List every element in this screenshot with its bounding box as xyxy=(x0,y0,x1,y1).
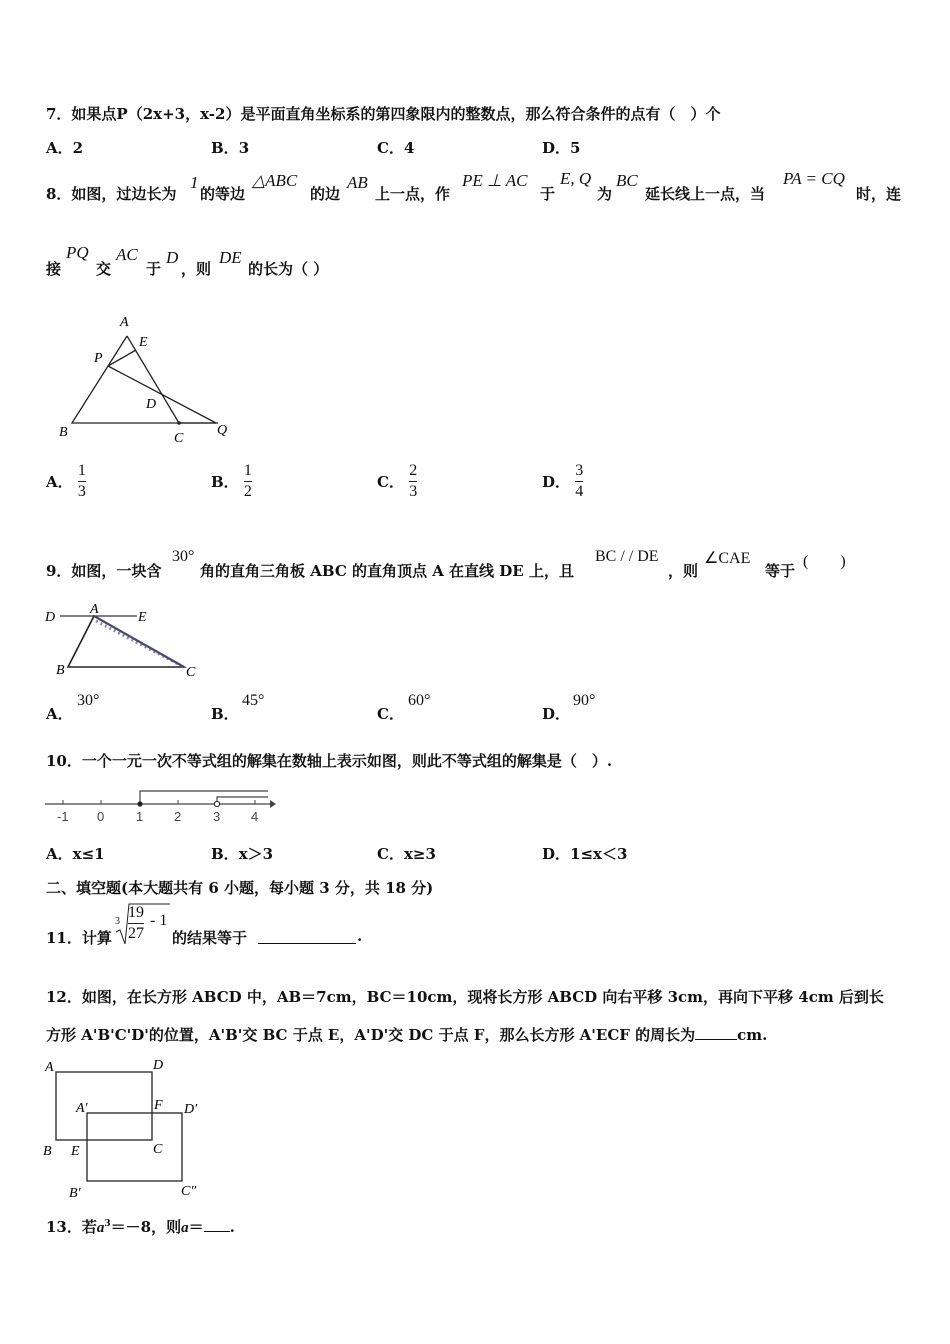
q8-text-p5: 于 xyxy=(540,185,556,203)
q9-math-cae: ∠CAE xyxy=(704,550,751,567)
q9-option-a-letter: A． xyxy=(46,705,73,723)
q8-option-c-num: 2 xyxy=(409,462,418,479)
q12-label-e: E xyxy=(71,1144,80,1159)
q13-line xyxy=(46,1216,235,1237)
q8-math-d: D xyxy=(166,248,179,267)
q8-option-b-letter: B． xyxy=(211,473,239,491)
q8-label-p: P xyxy=(94,351,103,366)
q12-label-b1: B′ xyxy=(69,1186,81,1201)
q9-option-d-value: 90° xyxy=(573,692,596,709)
q8-option-c-fraction xyxy=(409,462,417,501)
q9-option-b-letter: B． xyxy=(211,705,239,723)
q9-option-d-letter: D． xyxy=(542,705,571,723)
q10-text: 10．一个一元一次不等式组的解集在数轴上表示如图，则此不等式组的解集是（ ）. xyxy=(46,752,613,770)
q11-text-p1: 11．计算 xyxy=(46,929,112,947)
q10-tick-label-neg1: -1 xyxy=(57,809,69,824)
q10-option-d xyxy=(542,843,627,864)
q7-option-c-letter: C． xyxy=(377,139,404,157)
q9-text-p1: 9．如图，一块含 xyxy=(46,562,162,580)
q8-text-p1: 8．如图，过边长为 xyxy=(46,185,177,203)
q11-end: . xyxy=(357,927,363,945)
q9-option-c-value: 60° xyxy=(408,692,431,709)
q8-option-a-num: 1 xyxy=(77,462,86,479)
q10-range-from-3 xyxy=(217,797,268,804)
q9-math-bcde: BC / / DE xyxy=(595,548,659,565)
q8-math-1: 1 xyxy=(190,173,199,192)
q12-rect-abcd xyxy=(56,1072,152,1140)
q8-text-p7: 延长线上一点，当 xyxy=(645,185,766,203)
q9-math-30: 30° xyxy=(172,548,195,565)
q8-math-de: DE xyxy=(219,248,242,267)
q8-math-pe: PE ⊥ AC xyxy=(462,171,528,190)
q13-exponent: 3 xyxy=(104,1219,111,1229)
q8-option-b-fraction xyxy=(244,462,252,501)
q7-option-c-value: 4 xyxy=(403,139,415,157)
q9-math-paren: ( ) xyxy=(803,553,846,570)
q8-label-a: A xyxy=(120,315,129,330)
q8-math-abc: △ABC xyxy=(252,171,298,190)
q9-text-p3: ，则 xyxy=(668,562,699,580)
q9-option-a-value: 30° xyxy=(77,692,100,709)
q8-option-d-bar xyxy=(575,481,583,482)
q8-option-c-letter: C． xyxy=(377,473,404,491)
q8-option-a xyxy=(46,462,86,501)
q8-option-d xyxy=(542,462,583,501)
q12-label-d: D xyxy=(153,1058,164,1073)
q8-option-c xyxy=(377,462,417,501)
q8-option-a-letter: A． xyxy=(46,473,73,491)
q10-option-a-value: x≤1 xyxy=(72,845,105,863)
q11-num: 19 xyxy=(128,904,144,921)
q11-fraction-bar xyxy=(128,923,144,924)
q8-text-p11: 于 xyxy=(146,260,162,278)
q9-label-a: A xyxy=(90,602,99,617)
q9-figure xyxy=(44,600,214,682)
q10-option-d-letter: D． xyxy=(542,845,571,863)
q10-open-dot xyxy=(214,801,219,806)
q13-var-a2: a xyxy=(181,1220,189,1236)
q9-text-p4: 等于 xyxy=(765,562,796,580)
q8-text-p12: ，则 xyxy=(181,260,212,278)
q9-option-c-letter: C． xyxy=(377,705,404,723)
q8-text-p10: 交 xyxy=(96,260,112,278)
q12-line2-unit: cm. xyxy=(737,1026,768,1044)
q10-axis-arrow xyxy=(270,800,276,808)
q7-option-d-letter: D． xyxy=(542,139,571,157)
q8-text-p3: 的边 xyxy=(310,185,341,203)
q7-option-a-value: 2 xyxy=(72,139,84,157)
q10-tick-label-2: 2 xyxy=(174,809,182,824)
q9-label-b: B xyxy=(56,663,65,678)
q7-option-d-value: 5 xyxy=(570,139,581,157)
q9-text-p2: 角的直角三角板 ABC 的直角顶点 A 在直线 DE 上，且 xyxy=(200,562,574,580)
q8-text-p8: 时，连 xyxy=(856,185,902,203)
q8-math-ab: AB xyxy=(347,173,368,192)
q8-text-p13: 的长为（ ） xyxy=(248,260,329,278)
q11-root-index: 3 xyxy=(115,916,120,927)
q7-text: 7．如果点P（2x+3，x-2）是平面直角坐标系的第四象限内的整数点，那么符合条件的点有（ ）个 xyxy=(46,105,721,123)
q12-answer-blank[interactable] xyxy=(695,1025,737,1040)
q8-option-b-den: 2 xyxy=(243,483,252,500)
q11-fraction xyxy=(128,904,144,943)
q12-label-d1: D′ xyxy=(184,1102,198,1117)
q8-math-pacq: PA = CQ xyxy=(783,169,845,188)
q10-option-c xyxy=(377,843,436,864)
q10-option-b-letter: B． xyxy=(211,845,239,863)
q8-math-bc: BC xyxy=(616,171,638,190)
q7-option-c xyxy=(377,137,414,158)
q10-option-b xyxy=(211,843,273,864)
q8-text-p9: 接 xyxy=(46,260,62,278)
q13-end: . xyxy=(229,1218,235,1236)
q10-option-d-value: 1≤x＜3 xyxy=(570,845,628,863)
q10-tick-label-1: 1 xyxy=(136,809,144,824)
q7-option-b-letter: B． xyxy=(211,139,239,157)
q8-option-c-den: 3 xyxy=(409,483,418,500)
q7-option-a-letter: A． xyxy=(46,139,73,157)
q8-label-c: C xyxy=(174,431,184,446)
q13-text-p3: ＝ xyxy=(188,1218,204,1236)
q8-option-d-den: 4 xyxy=(575,483,584,500)
q8-math-eq: E, Q xyxy=(560,169,592,188)
q11-answer-blank[interactable] xyxy=(258,927,356,944)
q13-text-p2: ＝－8，则 xyxy=(110,1218,182,1236)
q8-option-d-num: 3 xyxy=(575,462,584,479)
q8-point-c xyxy=(177,421,181,425)
q10-tick-label-0: 0 xyxy=(97,809,105,824)
q12-label-a: A xyxy=(45,1060,54,1075)
q8-option-b xyxy=(211,462,252,501)
q10-tick-label-3: 3 xyxy=(213,809,221,824)
section-2-title: 二、填空题(本大题共有 6 小题，每小题 3 分，共 18 分) xyxy=(46,879,434,897)
q11-den: 27 xyxy=(128,925,144,942)
q9-label-d: D xyxy=(45,610,56,625)
q7-option-d xyxy=(542,137,580,158)
q8-text-p2: 的等边 xyxy=(200,185,246,203)
q8-label-e: E xyxy=(139,335,148,350)
q8-segment-pq xyxy=(108,366,216,423)
q12-label-a1: A′ xyxy=(76,1101,88,1116)
q10-solid-dot xyxy=(137,801,142,806)
q10-option-c-letter: C． xyxy=(377,845,404,863)
q8-segment-pe xyxy=(108,350,136,366)
q8-label-b: B xyxy=(59,425,68,440)
q11-fraction-body xyxy=(128,904,144,943)
q12-line2-text: 方形 A'B'C'D'的位置，A'B'交 BC 于点 E，A'D'交 DC 于点 F，那么长方形 A'ECF 的周长为 xyxy=(46,1026,696,1044)
q8-option-a-fraction xyxy=(78,462,86,501)
q13-text-p1: 13．若 xyxy=(46,1218,97,1236)
q13-var-a: a xyxy=(96,1220,105,1236)
q13-answer-blank[interactable] xyxy=(204,1217,230,1232)
q10-option-b-value: x＞3 xyxy=(238,845,274,863)
q8-math-pq: PQ xyxy=(66,243,89,262)
q12-line1: 12．如图，在长方形 ABCD 中，AB＝7cm，BC＝10cm，现将长方形 ABCD 向右平移 3cm，再向下平移 4cm 后到长 xyxy=(46,988,884,1006)
q9-label-e: E xyxy=(138,610,147,625)
q12-label-b: B xyxy=(43,1144,52,1159)
q9-option-b-value: 45° xyxy=(242,692,265,709)
q8-text-p6: 为 xyxy=(597,185,613,203)
q8-option-d-letter: D． xyxy=(542,473,571,491)
q8-option-a-den: 3 xyxy=(77,483,86,500)
q10-option-a xyxy=(46,843,105,864)
q10-tick-label-4: 4 xyxy=(251,809,259,824)
q12-figure xyxy=(40,1055,210,1205)
q8-option-b-num: 1 xyxy=(243,462,252,479)
q7-option-a xyxy=(46,137,83,158)
q8-option-a-bar xyxy=(78,481,86,482)
q8-label-q: Q xyxy=(217,423,228,438)
q8-option-d-fraction xyxy=(575,462,583,501)
q8-text-p4: 上一点，作 xyxy=(375,185,451,203)
q12-label-f: F xyxy=(154,1098,163,1113)
q12-rect-a1b1c1d1 xyxy=(87,1113,182,1181)
q9-label-c: C xyxy=(186,665,196,680)
q11-text-p2: 的结果等于 xyxy=(172,929,248,947)
q10-number-line xyxy=(42,786,278,826)
q10-option-c-value: x≥3 xyxy=(403,845,436,863)
q8-figure xyxy=(50,310,250,450)
q8-option-c-bar xyxy=(409,481,417,482)
q12-line2 xyxy=(46,1024,767,1045)
q8-option-b-bar xyxy=(244,481,252,482)
q8-math-ac: AC xyxy=(116,245,138,264)
q12-label-c1: C″ xyxy=(181,1184,197,1199)
q10-option-a-letter: A． xyxy=(46,845,73,863)
q11-minus-one: - 1 xyxy=(150,912,168,929)
q7-option-b-value: 3 xyxy=(238,139,250,157)
q8-label-d: D xyxy=(146,397,157,412)
q12-label-c: C xyxy=(153,1142,163,1157)
q7-option-b xyxy=(211,137,249,158)
